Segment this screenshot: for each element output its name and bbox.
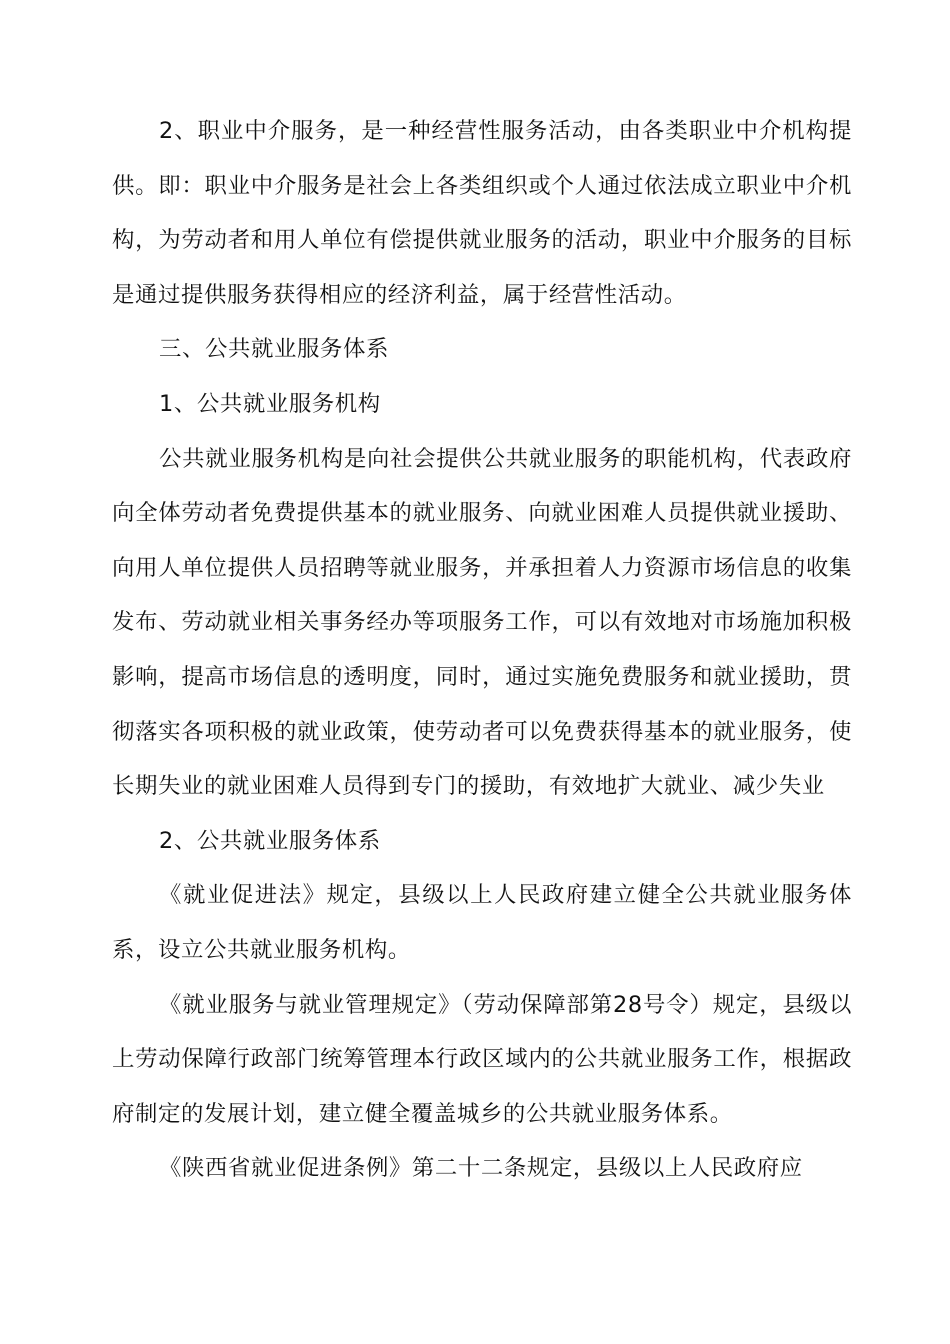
paragraph-employment-promotion-law: 《就业促进法》规定，县级以上人民政府建立健全公共就业服务体系，设立公共就业服务机构。 — [112, 882, 852, 963]
subheading-public-employment-service-system: 2、公共就业服务体系 — [159, 827, 381, 854]
heading-public-employment-system: 三、公共就业服务体系 — [159, 336, 389, 363]
paragraph-public-employment-agency: 公共就业服务机构是向社会提供公共就业服务的职能机构，代表政府向全体劳动者免费提供基本的就业服务、向就业困难人员提供就业援助、向用人单位提供人员招聘等就业服务，并承担着人力资源市场信息的收集发布、劳动就业相关事务经办等项服务工作，可以有效地对市场施加积极影响，提高市场信息的透明度，同时，通过实施免费服务和就业援助，贯彻落实各项积极的就业政策，使劳动者可以免费获得基本的就业服务，使长期失业的就业困难人员得到专门的援助，有效地扩大就业、减少失业 — [112, 445, 852, 800]
paragraph-intermediary-service: 2、职业中介服务，是一种经营性服务活动，由各类职业中介机构提供。即：职业中介服务是社会上各类组织或个人通过依法成立职业中介机构，为劳动者和用人单位有偿提供就业服务的活动，职业中介服务的目标是通过提供服务获得相应的经济利益，属于经营性活动。 — [112, 118, 852, 308]
document-body — [112, 104, 852, 1196]
paragraph-shaanxi-regulation: 《陕西省就业促进条例》第二十二条规定，县级以上人民政府应 — [159, 1155, 803, 1182]
paragraph-employment-service-regulation: 《就业服务与就业管理规定》（劳动保障部第28号令）规定，县级以上劳动保障行政部门统筹管理本行政区域内的公共就业服务工作，根据政府制定的发展计划，建立健全覆盖城乡的公共就业服务体系。 — [112, 991, 852, 1127]
subheading-public-employment-agency: 1、公共就业服务机构 — [159, 390, 381, 417]
